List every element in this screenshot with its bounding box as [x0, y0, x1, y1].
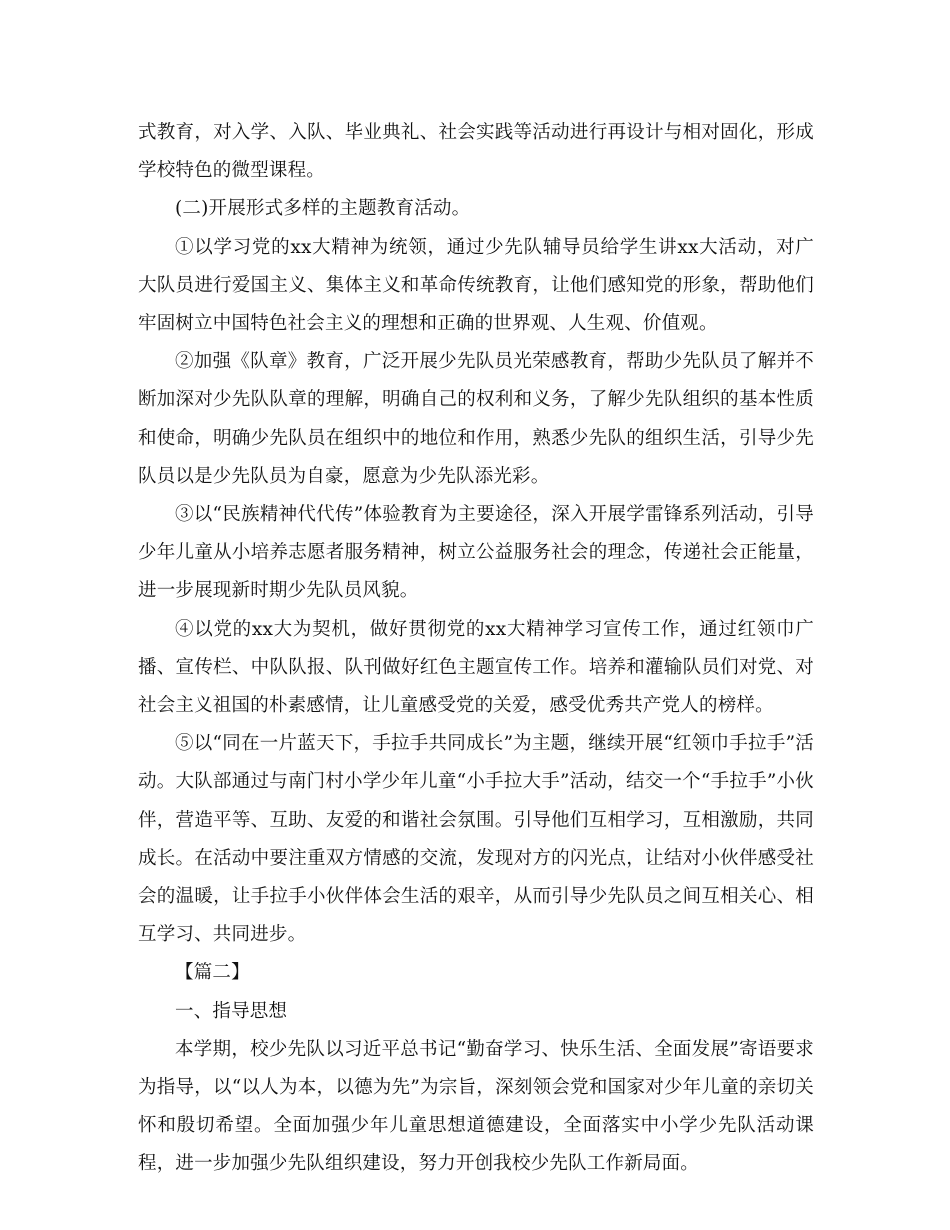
paragraph-intro-continuation: 式教育，对入学、入队、毕业典礼、社会实践等活动进行再设计与相对固化，形成学校特色的微型课程。	[138, 122, 814, 182]
section-title-part-two: 【篇二】	[175, 962, 250, 984]
paragraph-item-4: ④以党的xx大为契机，做好贯彻党的xx大精神学习宣传工作，通过红领巾广播、宣传栏、中队队报、队刊做好红色主题宣传工作。培养和灌输队员们对党、对社会主义祖国的朴素感情，让儿童感受党的关爱，感受优秀共产党人的榜样。	[138, 618, 814, 717]
heading-guiding-ideology: 一、指导思想	[175, 1000, 288, 1022]
paragraph-item-2: ②加强《队章》教育，广泛开展少先队员光荣感教育，帮助少先队员了解并不断加深对少先队队章的理解，明确自己的权利和义务，了解少先队组织的基本性质和使命，明确少先队员在组织中的地位和作用，熟悉少先队的组织生活，引导少先队员以是少先队员为自豪，愿意为少先队添光彩。	[138, 351, 814, 487]
document-body	[138, 114, 814, 1184]
section-heading-themed-activities: (二)开展形式多样的主题教育活动。	[175, 198, 471, 220]
paragraph-guiding-ideology: 本学期，校少先队以习近平总书记“勤奋学习、快乐生活、全面发展”寄语要求为指导，以“以人为本，以德为先”为宗旨，深刻领会党和国家对少年儿童的亲切关怀和殷切希望。全面加强少年儿童思想道德建设，全面落实中小学少先队活动课程，进一步加强少先队组织建设，努力开创我校少先队工作新局面。	[138, 1038, 814, 1175]
paragraph-item-1: ①以学习党的xx大精神为统领，通过少先队辅导员给学生讲xx大活动，对广大队员进行爱国主义、集体主义和革命传统教育，让他们感知党的形象，帮助他们牢固树立中国特色社会主义的理想和正确的世界观、人生观、价值观。	[138, 236, 814, 335]
paragraph-item-5: ⑤以“同在一片蓝天下，手拉手共同成长”为主题，继续开展“红领巾手拉手”活动。大队部通过与南门村小学少年儿童“小手拉大手”活动，结交一个“手拉手”小伙伴，营造平等、互助、友爱的和谐社会氛围。引导他们互相学习，互相激励，共同成长。在活动中要注重双方情感的交流，发现对方的闪光点，让结对小伙伴感受社会的温暖，让手拉手小伙伴体会生活的艰辛，从而引导少先队员之间互相关心、相互学习、共同进步。	[138, 733, 814, 946]
paragraph-item-3: ③以“民族精神代代传”体验教育为主要途径，深入开展学雷锋系列活动，引导少年儿童从小培养志愿者服务精神，树立公益服务社会的理念，传递社会正能量，进一步展现新时期少先队员风貌。	[138, 504, 814, 602]
